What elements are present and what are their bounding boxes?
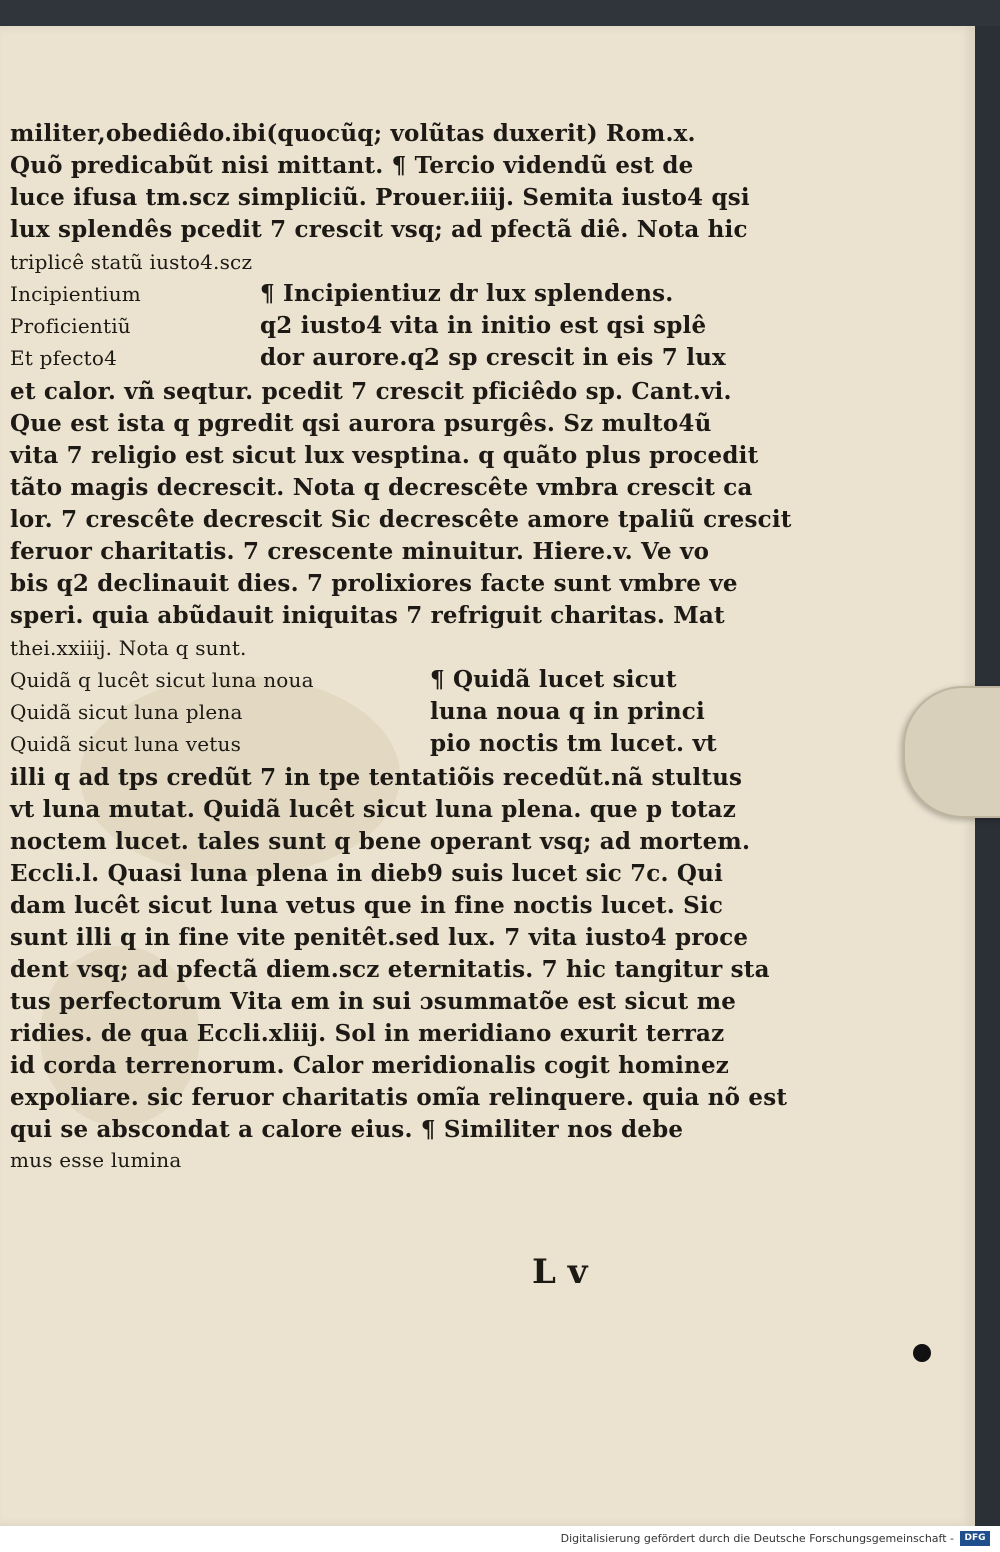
signature-mark: L v — [532, 1252, 588, 1292]
text-line: mus esse lumina — [10, 1148, 182, 1172]
scanned-page — [0, 26, 975, 1526]
text-line: dam lucêt sicut luna vetus que in fine noctis lucet. Sic — [10, 892, 724, 919]
list-item: Incipientium — [10, 282, 141, 306]
list-item: Quidã sicut luna vetus — [10, 732, 242, 756]
page-tab-handle[interactable] — [903, 686, 1000, 818]
text-line: vt luna mutat. Quidã lucêt sicut luna plena. que p totaz — [10, 796, 737, 823]
text-line: Eccli.l. Quasi luna plena in dieb9 suis lucet sic 7c. Qui — [10, 860, 724, 887]
footer-credit: Digitalisierung gefördert durch die Deutsche Forschungsgemeinschaft - — [560, 1532, 954, 1545]
text-line: ¶ Incipientiuz dr lux splendens. — [260, 280, 674, 307]
text-line: q2 iusto4 vita in initio est qsi splê — [260, 312, 707, 339]
text-line: illi q ad tps credũt 7 in tpe tentatiõis recedũt.nã stultus — [10, 764, 743, 791]
dfg-logo: DFG — [960, 1531, 990, 1546]
text-line: pio noctis tm lucet. vt — [430, 730, 717, 757]
text-line: dent vsq; ad pfectã diem.scz eternitatis. 7 hic tangitur sta — [10, 956, 770, 983]
text-line: triplicê statũ iusto4.scz — [10, 250, 253, 274]
text-line: tus perfectorum Vita em in sui ɔsummatõe est sicut me — [10, 988, 737, 1015]
text-line: ¶ Quidã lucet sicut — [430, 666, 677, 693]
text-line: luna noua q in princi — [430, 698, 705, 725]
text-line: thei.xxiiij. Nota q sunt. — [10, 636, 247, 660]
text-line: sunt illi q in fine vite penitêt.sed lux. 7 vita iusto4 proce — [10, 924, 749, 951]
text-line: feruor charitatis. 7 crescente minuitur. Hiere.v. Ve vo — [10, 538, 710, 565]
text-line: tãto magis decrescit. Nota q decrescête vmbra crescit ca — [10, 474, 753, 501]
ink-dot — [913, 1344, 931, 1362]
text-line: speri. quia abũdauit iniquitas 7 refriguit charitas. Mat — [10, 602, 725, 629]
text-line: luce ifusa tm.scz simpliciũ. Prouer.iiij. Semita iusto4 qsi — [10, 184, 750, 211]
text-line: qui se abscondat a calore eius. ¶ Similiter nos debe — [10, 1116, 684, 1143]
text-line: militer,obediêdo.ibi(quocũq; volũtas duxerit) Rom.x. — [10, 120, 696, 147]
text-line: id corda terrenorum. Calor meridionalis cogit hominez — [10, 1052, 730, 1079]
text-line: noctem lucet. tales sunt q bene operant vsq; ad mortem. — [10, 828, 751, 855]
footer-bar — [0, 1526, 1000, 1552]
list-item: Quidã q lucêt sicut luna noua — [10, 668, 314, 692]
text-line: bis q2 declinauit dies. 7 prolixiores facte sunt vmbre ve — [10, 570, 738, 597]
text-line: expoliare. sic feruor charitatis omĩa relinquere. quia nõ est — [10, 1084, 788, 1111]
list-item: Et pfecto4 — [10, 346, 118, 370]
list-item: Proficientiũ — [10, 314, 131, 338]
text-line: lux splendês pcedit 7 crescit vsq; ad pfectã diê. Nota hic — [10, 216, 748, 243]
list-item: Quidã sicut luna plena — [10, 700, 243, 724]
text-line: Que est ista q pgredit qsi aurora psurgês. Sz multo4ũ — [10, 410, 712, 437]
text-line: vita 7 religio est sicut lux vesptina. q quãto plus procedit — [10, 442, 759, 469]
text-line: lor. 7 crescête decrescit Sic decrescête amore tpaliũ crescit — [10, 506, 792, 533]
text-line: et calor. vñ seqtur. pcedit 7 crescit pficiêdo sp. Cant.vi. — [10, 378, 732, 405]
text-line: ridies. de qua Eccli.xliij. Sol in meridiano exurit terraz — [10, 1020, 725, 1047]
text-line: dor aurore.q2 sp crescit in eis 7 lux — [260, 344, 726, 371]
text-line: Quõ predicabũt nisi mittant. ¶ Tercio videndũ est de — [10, 152, 694, 179]
viewer-top-strip — [0, 0, 1000, 26]
